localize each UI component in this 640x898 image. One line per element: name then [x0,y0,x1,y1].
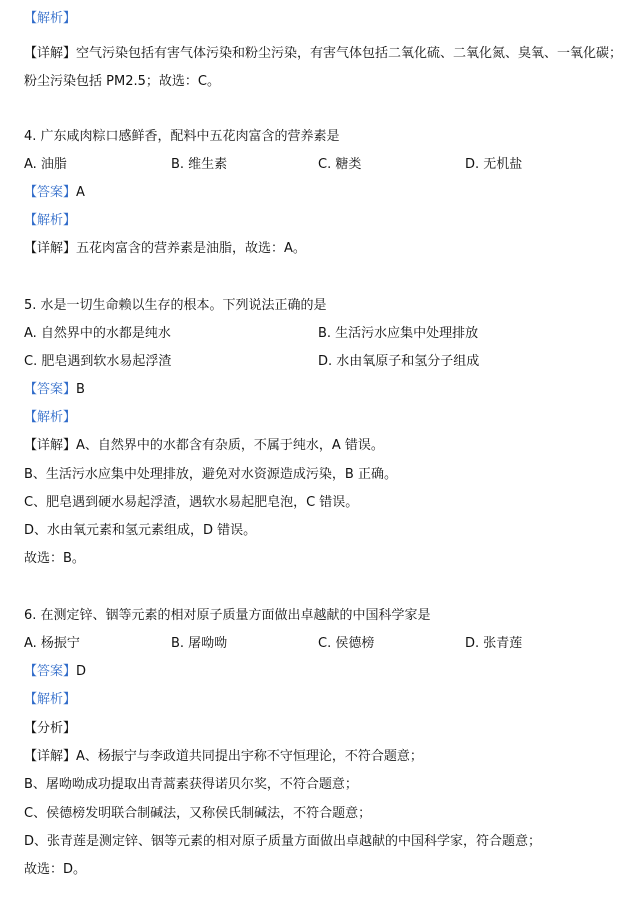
q4-option-d: D. 无机盐 [465,157,523,172]
q6-conclusion: 故选：D。 [24,862,87,877]
q6-answer: D [76,664,87,679]
question-4-stem: 4. 广东咸肉粽口感鲜香，配料中五花肉富含的营养素是 [24,129,340,144]
q4-analysis-tag: 【解析】 [24,213,77,228]
q5-analysis-tag: 【解析】 [24,410,77,425]
q6-option-c: C. 侯德榜 [318,636,375,651]
answer-tag: 【答案】 [24,185,77,200]
q5-conclusion: 故选：B。 [24,551,85,566]
q6-detail-line: C、侯德榜发明联合制碱法，又称侯氏制碱法，不符合题意； [24,806,372,821]
q6-analysis-tag: 【解析】 [24,692,77,707]
q6-detail-line: B、屠呦呦成功提取出青蒿素获得诺贝尔奖，不符合题意； [24,777,358,792]
question-5-stem: 5. 水是一切生命赖以生存的根本。下列说法正确的是 [24,298,327,313]
q4-option-a: A. 油脂 [24,157,67,172]
q5-option-a: A. 自然界中的水都是纯水 [24,326,171,341]
q4-option-b: B. 维生素 [171,157,228,172]
q6-detail-line: D、张青莲是测定锌、铟等元素的相对原子质量方面做出卓越献的中国科学家，符合题意； [24,834,542,849]
q5-option-d: D. 水由氧原子和氢分子组成 [318,354,480,369]
q5-detail-line: B、生活污水应集中处理排放，避免对水资源造成污染，B 正确。 [24,467,397,482]
q6-detail-line: 【详解】A、杨振宁与李政道共同提出宇称不守恒理论，不符合题意； [24,749,423,764]
q4-answer: A [76,185,85,200]
question-6-stem: 6. 在测定锌、铟等元素的相对原子质量方面做出卓越献的中国科学家是 [24,608,431,623]
q6-option-a: A. 杨振宁 [24,636,80,651]
q5-detail-line: D、水由氧元素和氢元素组成，D 错误。 [24,523,257,538]
q5-option-c: C. 肥皂遇到软水易起浮渣 [24,354,172,369]
answer-tag: 【答案】 [24,664,77,679]
q5-detail-line: C、肥皂遇到硬水易起浮渣，遇软水易起肥皂泡，C 错误。 [24,495,359,510]
q6-option-b: B. 屠呦呦 [171,636,228,651]
q5-answer: B [76,382,85,397]
q4-answer-line [24,184,85,202]
q5-detail-line: 【详解】A、自然界中的水都含有杂质，不属于纯水，A 错误。 [24,438,384,453]
q6-answer-line [24,663,86,681]
q4-detail: 【详解】五花肉富含的营养素是油脂，故选：A。 [24,241,306,256]
detail-text: 【详解】空气污染包括有害气体污染和粉尘污染，有害气体包括二氧化硫、二氧化氮、臭氧、一氧化碳；粉尘污染包括 PM2.5；故选：C。 [24,46,623,89]
q6-fenxi-tag: 【分析】 [24,721,77,736]
q6-option-d: D. 张青莲 [465,636,523,651]
answer-tag: 【答案】 [24,382,77,397]
analysis-tag: 【解析】 [24,11,77,26]
q4-option-c: C. 糖类 [318,157,362,172]
q5-answer-line [24,381,85,399]
q5-option-b: B. 生活污水应集中处理排放 [318,326,479,341]
